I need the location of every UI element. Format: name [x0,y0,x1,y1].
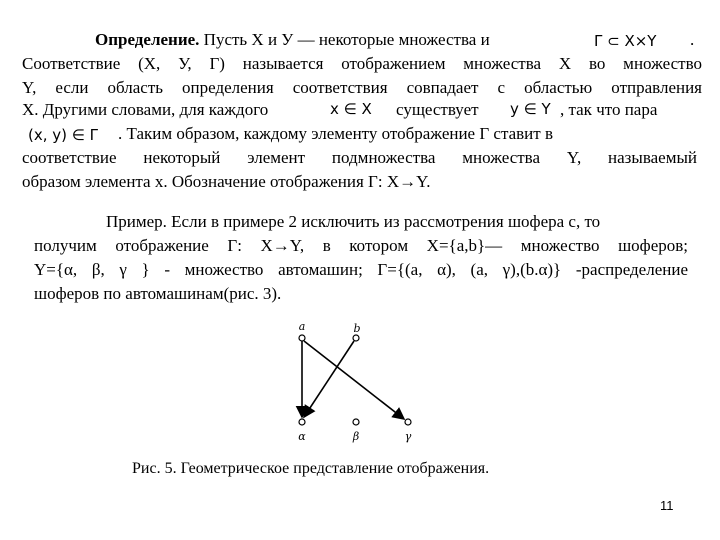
label-beta: β [352,430,360,443]
definition-heading: Определение. [95,30,200,49]
page-number: 11 [660,498,674,513]
node-beta [353,419,359,425]
example-line-4: шоферов по автомашинам(рис. 3). [34,284,282,303]
definition-line-6: соответствие некоторый элемент подмножества множества Y, называемый [22,148,697,167]
example-line-1: Пример. Если в примере 2 исключить из рассмотрения шофера c, то [106,212,601,231]
edge-a-gamma [304,341,404,419]
definition-line-1-text: Пусть X и У — некоторые множества и [199,30,490,49]
figure-caption: Рис. 5. Геометрическое представление отображения. [132,460,490,477]
node-b [353,335,359,341]
definition-line-3: Y, если область определения соответствия совпадает с областью отправления [22,78,702,97]
definition-line-4a: X. Другими словами, для каждого [22,100,269,119]
formula-pair-in-gamma: (x, y) ∈ Γ [28,126,98,144]
edge-b-alpha [304,341,354,417]
formula-y-in-Y: y ∈ Y [510,100,551,118]
definition-line-1 [95,30,490,50]
definition-line-1-end: . [690,30,695,49]
definition-line-4b: существует [396,100,479,119]
label-b: b [353,322,361,335]
mapping-diagram [280,318,420,444]
node-a [299,335,305,341]
node-alpha [299,419,305,425]
definition-line-2: Соответствие (X, У, Γ) называется отображением множества X во множество [22,54,702,73]
example-line-2: получим отображение Γ: X→Y, в котором X={a,b}— множество шоферов; [34,236,688,255]
definition-line-7: образом элемента x. Обозначение отображения Γ: X→Y. [22,172,431,191]
definition-line-5: . Таким образом, каждому элементу отображение Γ ставит в [118,124,553,143]
node-gamma [405,419,411,425]
definition-line-4c: , так что пара [560,100,658,119]
label-a: a [298,320,306,333]
label-alpha: α [298,430,306,443]
formula-x-in-X: x ∈ X [330,100,372,118]
formula-gamma-subset: Γ ⊂ X×Y [594,32,657,50]
example-line-3: Y={α, β, γ } - множество автомашин; Γ={(a, α), (a, γ),(b.α)} -распределение [34,260,688,279]
label-gamma: γ [404,430,412,443]
